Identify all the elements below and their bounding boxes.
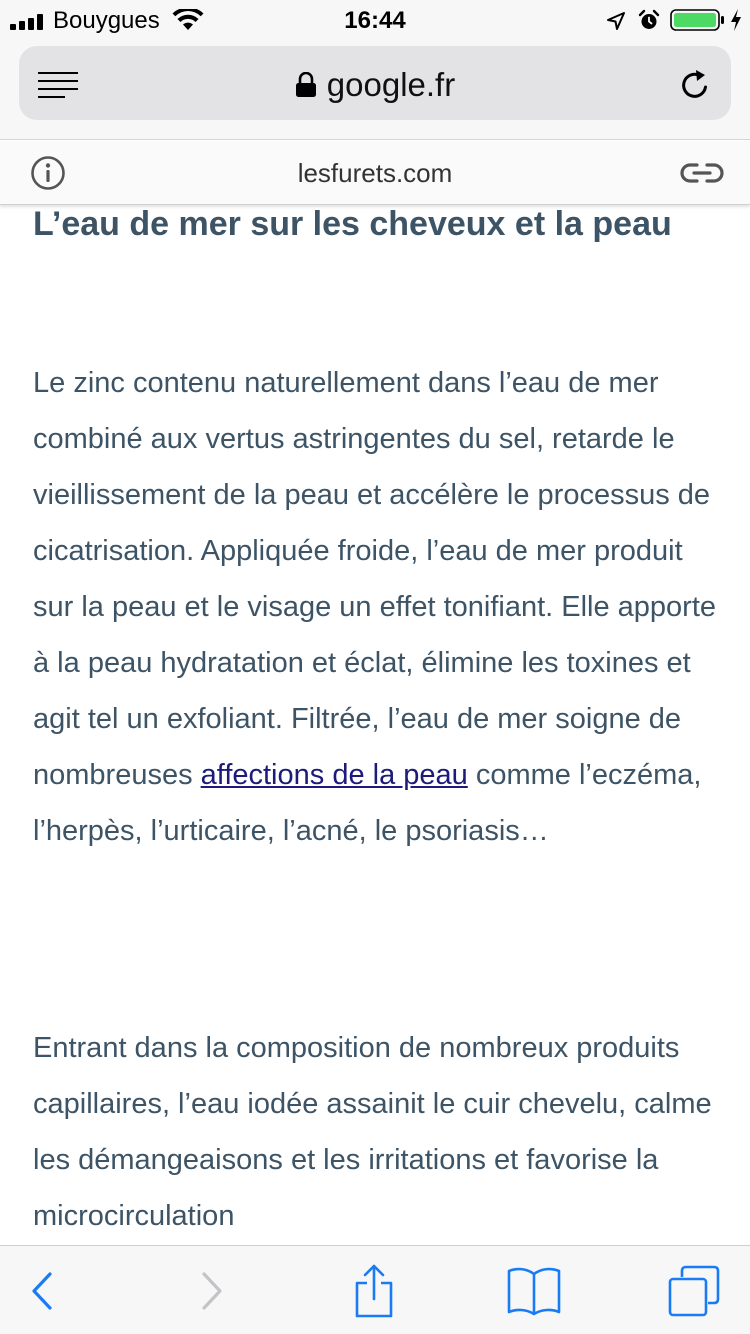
article-content[interactable] <box>0 190 750 1245</box>
tabs-icon <box>668 1265 720 1317</box>
bookmarks-book-icon <box>507 1266 561 1316</box>
share-button[interactable] <box>334 1246 414 1334</box>
forward-button[interactable] <box>172 1246 252 1334</box>
article-paragraph <box>33 355 723 859</box>
browser-header <box>0 40 750 140</box>
reload-icon[interactable] <box>677 67 713 103</box>
charging-bolt-icon <box>730 8 742 32</box>
back-button[interactable] <box>2 1246 82 1334</box>
bottom-toolbar <box>0 1245 750 1334</box>
location-arrow-icon <box>606 11 626 31</box>
article-title: L’eau de mer sur les cheveux et la peau <box>33 205 672 243</box>
bookmarks-button[interactable] <box>494 1246 574 1334</box>
link-icon[interactable] <box>680 161 724 185</box>
site-banner <box>0 141 750 205</box>
article-paragraph: Entrant dans la composition de nombreux produits capillaires, l’eau iodée assainit le cuir chevelu, calme les démangeaisons et les irritations et favorise la microcirculation <box>33 1032 712 1232</box>
status-bar <box>0 0 750 40</box>
battery-icon <box>670 9 726 31</box>
clock: 16:44 <box>344 7 406 34</box>
url-display[interactable] <box>19 66 731 104</box>
address-bar[interactable] <box>19 46 731 120</box>
forward-chevron-icon <box>200 1271 224 1311</box>
carrier-name: Bouygues <box>53 7 160 34</box>
share-icon <box>353 1263 395 1319</box>
url-text: google.fr <box>326 66 456 103</box>
paragraph-text: comme l’eczéma, l’herpès, l’urticaire, l’acné, le psoriasis… <box>33 759 702 847</box>
back-chevron-icon <box>30 1271 54 1311</box>
tabs-button[interactable] <box>654 1246 734 1334</box>
skin-conditions-link[interactable]: affections de la peau <box>200 759 468 791</box>
paragraph-text: Le zinc contenu naturellement dans l’eau de mer combiné aux vertus astringentes du sel, retarde le vieillissement de la peau et accélère le processus de cicatrisation. Appliquée froide, l’eau de mer produit sur la peau et le visage un effet tonifiant. Elle apporte à la peau hydratation et éclat, élimine les toxines et agit tel un exfoliant. Filtrée, l’eau de mer soigne de nombreuses <box>33 367 717 791</box>
lock-icon <box>295 72 317 98</box>
banner-domain: lesfurets.com <box>297 158 453 188</box>
alarm-clock-icon <box>638 9 660 31</box>
